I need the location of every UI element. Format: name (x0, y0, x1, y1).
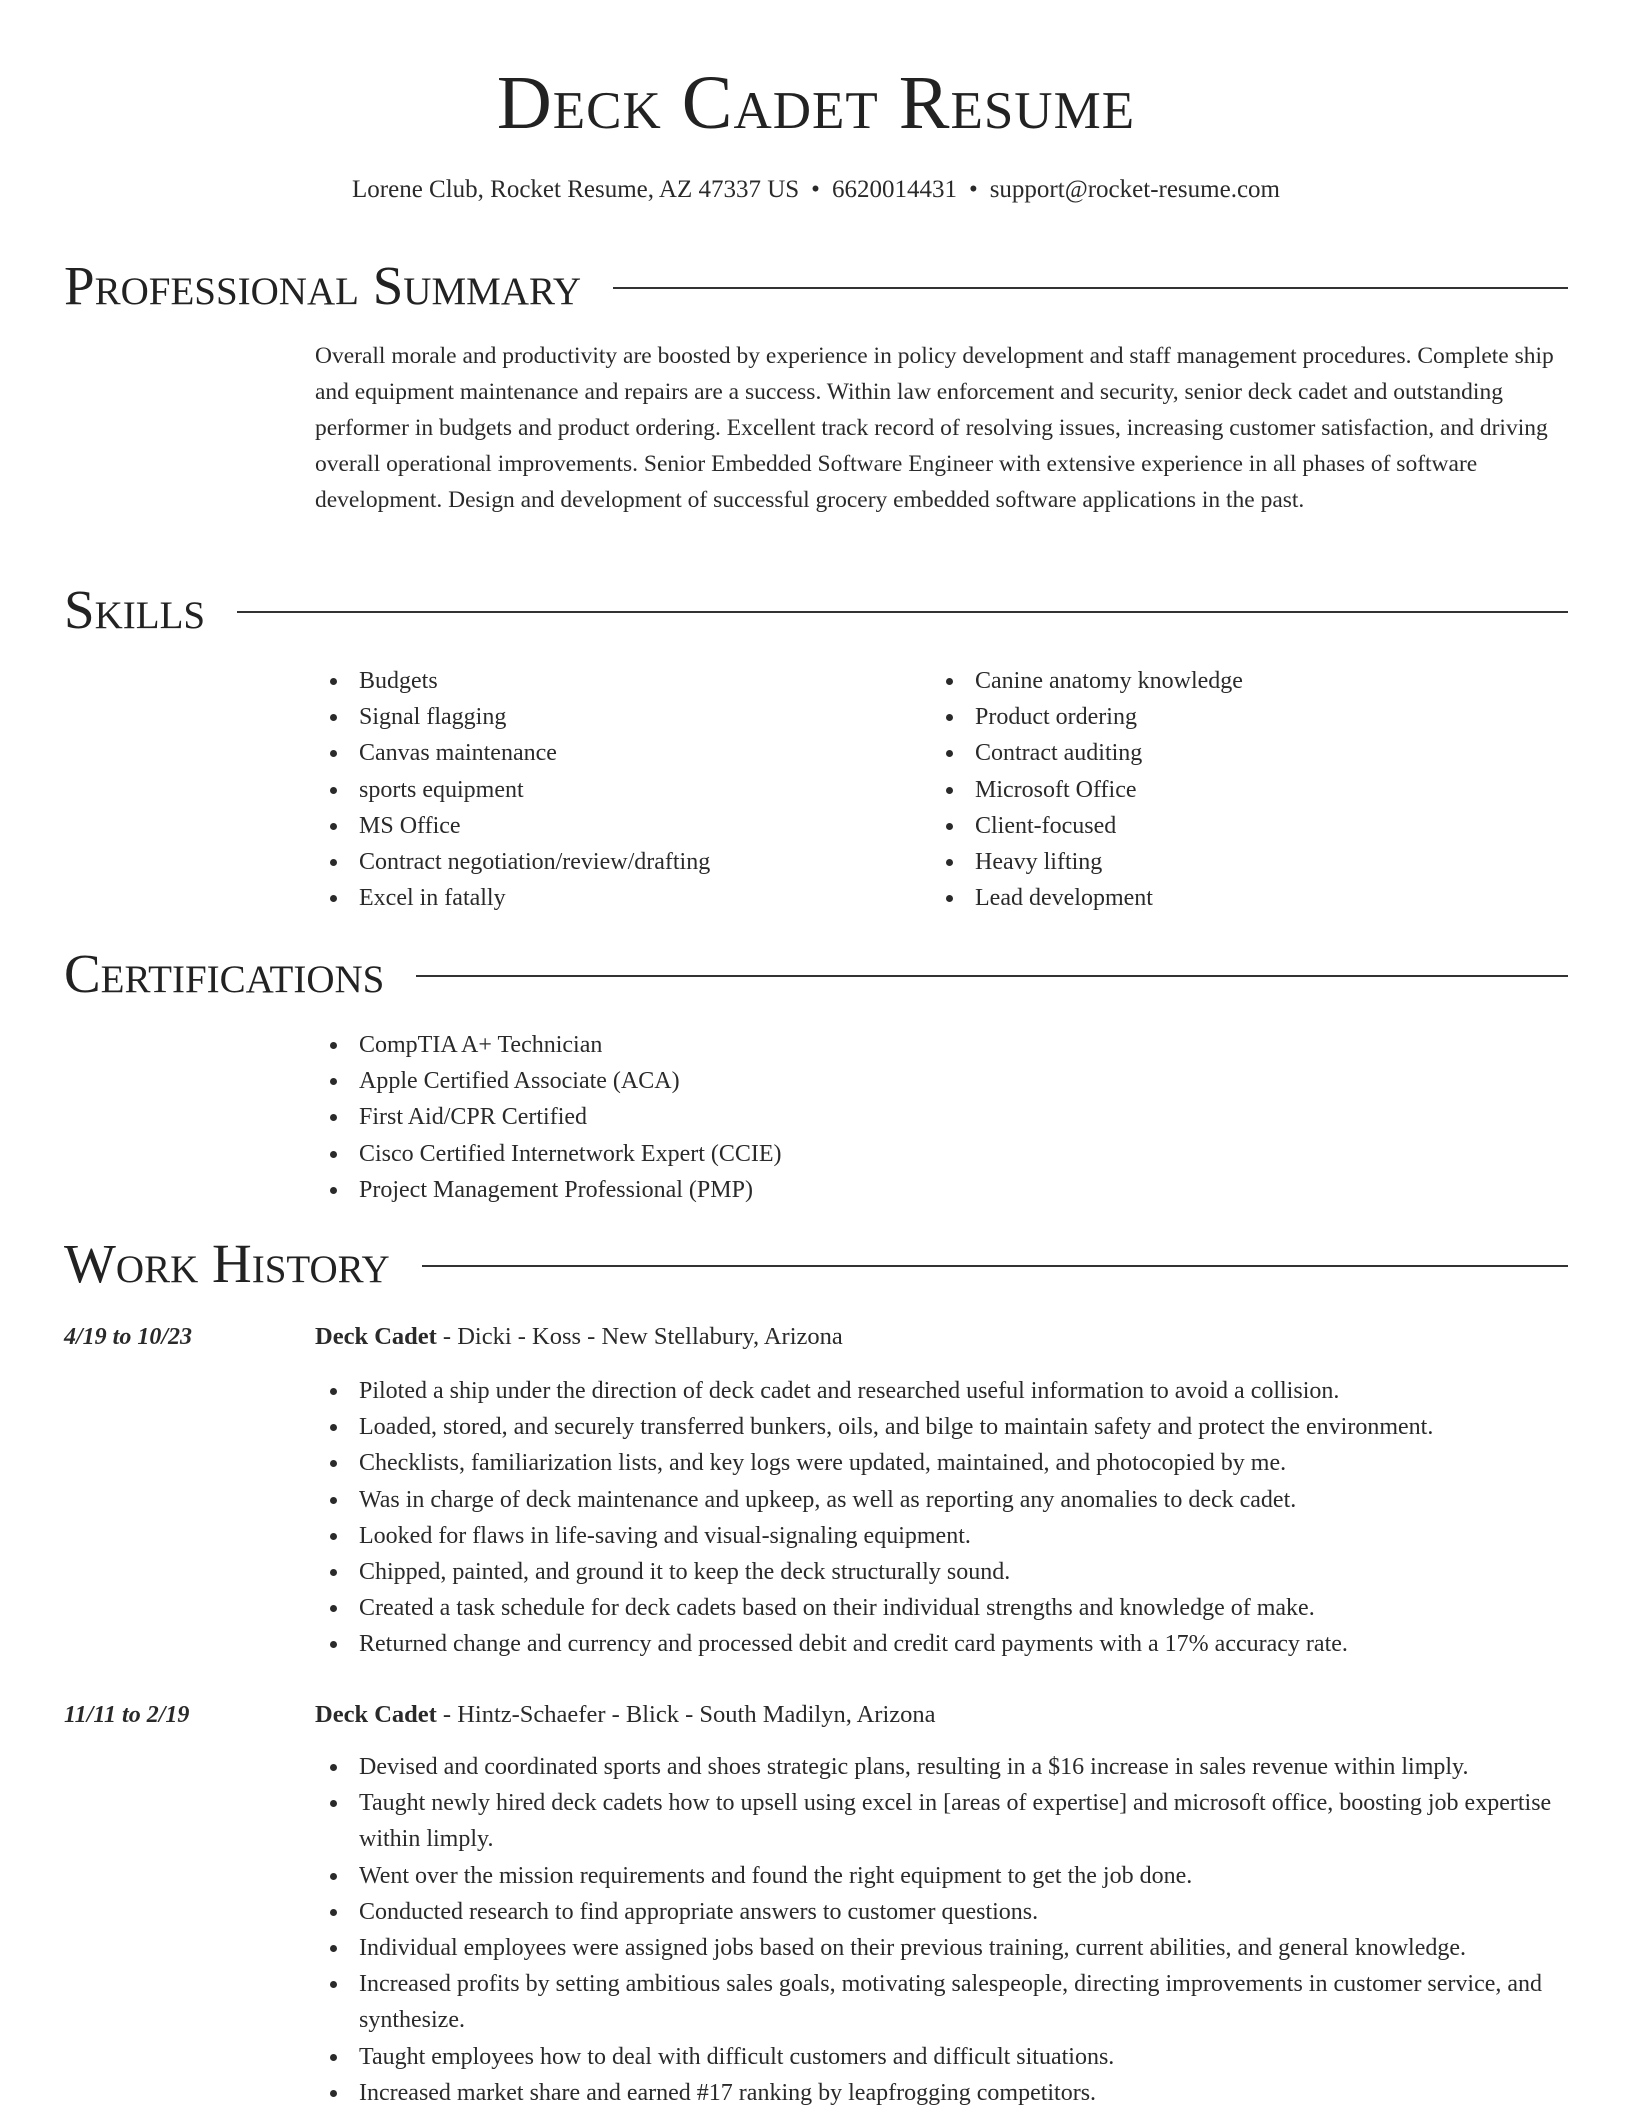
job-duty-item: Went over the mission requirements and found the right equipment to get the job done. (315, 1858, 1575, 1894)
job-duty-item: Conducted research to find appropriate answers to customer questions. (315, 1894, 1575, 1930)
skill-item: Signal flagging (315, 699, 915, 735)
certifications-list (315, 1027, 1555, 1208)
skill-item: Product ordering (931, 699, 1551, 735)
job-duty-item: Created a task schedule for deck cadets based on their individual strengths and knowledge of make. (315, 1590, 1575, 1626)
skill-item: sports equipment (315, 772, 915, 808)
job-duty-item: Taught employees how to deal with difficult customers and difficult situations. (315, 2039, 1575, 2075)
section-title: Professional Summary (64, 255, 582, 316)
job-duties-list (315, 1373, 1575, 1663)
section-divider (422, 1265, 1568, 1267)
job-dates: 4/19 to 10/23 (64, 1324, 193, 1350)
skills-list-left (315, 663, 915, 916)
certification-item: Project Management Professional (PMP) (315, 1172, 1555, 1208)
contact-line (0, 172, 1632, 208)
section-title: Skills (64, 579, 206, 640)
separator-dot: • (968, 176, 978, 203)
job-duty-item: Devised and coordinated sports and shoes strategic plans, resulting in a $16 increase in sales revenue within limply. (315, 1749, 1575, 1785)
section-heading-skills (64, 578, 1568, 642)
skill-item: MS Office (315, 808, 915, 844)
section-title: Certifications (64, 943, 385, 1004)
certification-item: First Aid/CPR Certified (315, 1099, 1555, 1135)
job-duty-item: Looked for flaws in life-saving and visual-signaling equipment. (315, 1518, 1575, 1554)
job-duty-item: Individual employees were assigned jobs based on their previous training, current abilities, and general knowledge. (315, 1930, 1575, 1966)
skill-item: Client-focused (931, 808, 1551, 844)
job-title-line (315, 1697, 936, 1733)
job-duty-item: Loaded, stored, and securely transferred bunkers, oils, and bilge to maintain safety and protect the environment. (315, 1409, 1575, 1445)
job-employer: - Dicki - Koss - New Stellabury, Arizona (436, 1323, 843, 1350)
section-divider (416, 975, 1568, 977)
skill-item: Excel in fatally (315, 880, 915, 916)
job-duty-item: Chipped, painted, and ground it to keep the deck structurally sound. (315, 1554, 1575, 1590)
contact-email: support@rocket-resume.com (989, 176, 1280, 203)
job-duty-item: Increased profits by setting ambitious sales goals, motivating salespeople, directing improvements in customer service, and synthesize. (315, 1966, 1575, 2038)
job-duty-item: Piloted a ship under the direction of deck cadet and researched useful information to avoid a collision. (315, 1373, 1575, 1409)
certification-item: Cisco Certified Internetwork Expert (CCIE) (315, 1136, 1555, 1172)
skills-list-right (931, 663, 1551, 916)
section-divider (613, 287, 1568, 289)
section-divider (237, 611, 1568, 613)
job-employer: - Hintz-Schaefer - Blick - South Madilyn, Arizona (436, 1701, 936, 1728)
job-title-line (315, 1319, 843, 1355)
job-duties-list (315, 1749, 1575, 2111)
certification-item: Apple Certified Associate (ACA) (315, 1063, 1555, 1099)
section-heading-certifications (64, 942, 1568, 1006)
contact-address: Lorene Club, Rocket Resume, AZ 47337 US (352, 176, 800, 203)
section-title: Work History (64, 1233, 390, 1294)
skill-item: Contract negotiation/review/drafting (315, 844, 915, 880)
job-duty-item: Checklists, familiarization lists, and key logs were updated, maintained, and photocopied by me. (315, 1445, 1575, 1481)
job-duty-item: Increased market share and earned #17 ranking by leapfrogging competitors. (315, 2075, 1575, 2111)
section-heading-summary (64, 254, 1568, 318)
contact-phone: 6620014431 (831, 176, 957, 203)
job-title: Deck Cadet (315, 1323, 437, 1350)
job-title: Deck Cadet (315, 1701, 437, 1728)
skill-item: Microsoft Office (931, 772, 1551, 808)
summary-paragraph: Overall morale and productivity are boosted by experience in policy development and staff management procedures. Complete ship and equipment maintenance and repairs are a success. Within law enforcement and security, senior deck cadet and outstanding performer in budgets and product ordering. Excellent track record of resolving issues, increasing customer satisfaction, and driving overall operational improvements. Senior Embedded Software Engineer with extensive experience in all phases of software development. Design and development of successful grocery embedded software applications in the past. (315, 343, 1554, 513)
skill-item: Canvas maintenance (315, 735, 915, 771)
skill-item: Budgets (315, 663, 915, 699)
job-duty-item: Was in charge of deck maintenance and upkeep, as well as reporting any anomalies to deck cadet. (315, 1482, 1575, 1518)
separator-dot: • (811, 176, 820, 203)
job-dates: 11/11 to 2/19 (64, 1702, 190, 1728)
job-duty-item: Returned change and currency and processed debit and credit card payments with a 17% accuracy rate. (315, 1626, 1575, 1662)
job-duty-item: Taught newly hired deck cadets how to upsell using excel in [areas of expertise] and microsoft office, boosting job expertise within limply. (315, 1785, 1575, 1857)
skill-item: Heavy lifting (931, 844, 1551, 880)
certification-item: CompTIA A+ Technician (315, 1027, 1555, 1063)
page-title: Deck Cadet Resume (496, 61, 1136, 145)
skill-item: Canine anatomy knowledge (931, 663, 1551, 699)
skill-item: Contract auditing (931, 735, 1551, 771)
section-heading-work-history (64, 1232, 1568, 1296)
skill-item: Lead development (931, 880, 1551, 916)
